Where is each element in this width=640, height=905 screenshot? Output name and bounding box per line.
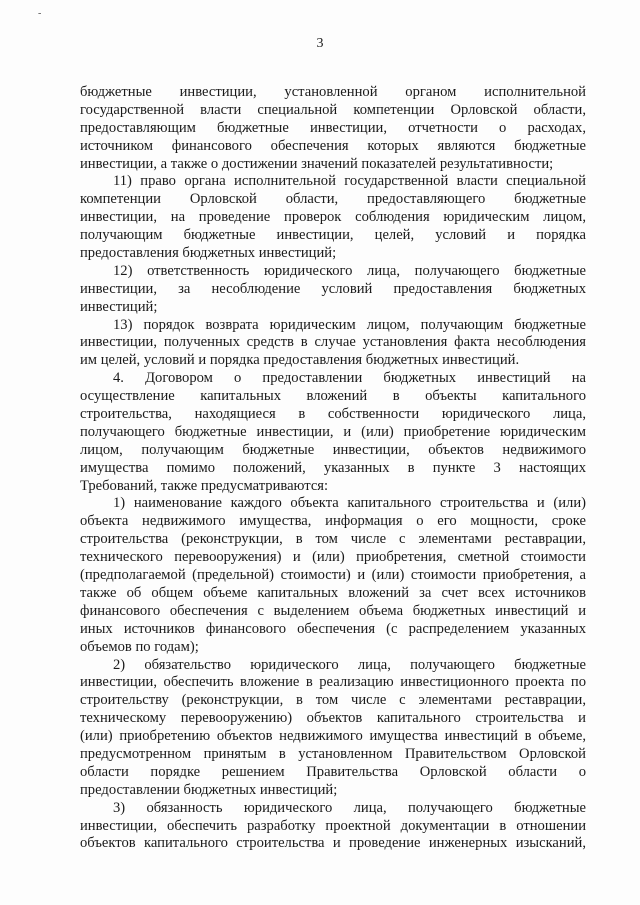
text-line: государственной власти специальной компетенции Орловской области,	[80, 101, 586, 118]
text-line: получающим бюджетные инвестиции, целей, условий и порядка	[80, 227, 586, 244]
text-line: 3) обязанность юридического лица, получающего бюджетные	[113, 799, 586, 816]
text-line: также об общем объеме капитальных вложений за счет всех источников	[80, 584, 586, 601]
text-line: технического перевооружения) и (или) приобретения, сметной стоимости	[80, 549, 586, 566]
text-line: объекта недвижимого имущества, информация о его мощности, сроке	[80, 513, 586, 530]
text-line: предоставлении бюджетных инвестиций;	[80, 781, 338, 798]
text-line: предоставления бюджетных инвестиций;	[80, 245, 337, 262]
text-line: инвестиции, за несоблюдение условий предоставления бюджетных	[80, 280, 586, 297]
text-line: 11) право органа исполнительной государственной власти специальной	[113, 173, 586, 190]
text-line: осуществление капитальных вложений в объекты капитального	[80, 388, 586, 405]
text-line: объемов по годам);	[80, 638, 199, 655]
text-line: лицом, получающим бюджетные инвестиции, объектов недвижимого	[80, 441, 586, 458]
corner-mark: -	[38, 8, 42, 19]
text-line: предусмотренном принятым в установленном Правительством Орловской	[80, 745, 586, 762]
text-line: 12) ответственность юридического лица, получающего бюджетные	[113, 262, 586, 279]
text-line: 13) порядок возврата юридическим лицом, получающим бюджетные	[113, 316, 586, 333]
text-line: объектов капитального строительства и проведение инженерных изысканий,	[80, 835, 586, 852]
text-line: компетенции Орловской области, предоставляющего бюджетные	[80, 191, 586, 208]
text-line: строительства, находящиеся в собственности юридического лица,	[80, 406, 586, 423]
text-line: 2) обязательство юридического лица, получающего бюджетные	[113, 656, 586, 673]
text-line: 1) наименование каждого объекта капитального строительства и (или)	[113, 495, 586, 512]
document-body	[80, 84, 586, 853]
text-line: получающего бюджетные инвестиции, и (или) приобретение юридическим	[80, 423, 586, 440]
text-line: финансового обеспечения с выделением объема бюджетных инвестиций и	[80, 602, 586, 619]
text-line: инвестиции, обеспечить вложение в реализацию инвестиционного проекта по	[80, 674, 586, 691]
text-line: иных источников финансового обеспечения (с распределением указанных	[80, 620, 586, 637]
text-line: Требований, также предусматриваются:	[80, 477, 329, 494]
text-line: инвестиции, а также о достижении значений показателей результативности;	[80, 155, 554, 172]
text-line: строительства (реконструкции, в том числе с элементами реставрации,	[80, 531, 586, 548]
text-line: строительству (реконструкции, в том числе с элементами реставрации,	[80, 692, 586, 709]
text-line: 4. Договором о предоставлении бюджетных инвестиций на	[113, 370, 586, 387]
text-line: имущества помимо положений, указанных в пункте 3 настоящих	[80, 459, 586, 476]
text-line: предоставляющим бюджетные инвестиции, отчетности о расходах,	[80, 119, 586, 136]
text-line: техническому перевооружению) объектов капитального строительства и	[80, 710, 586, 727]
text-line: инвестиции, обеспечить разработку проектной документации в отношении	[80, 817, 586, 834]
text-line: инвестиций;	[80, 298, 158, 315]
page-number: 3	[316, 36, 324, 51]
text-line: им целей, условий и порядка предоставления бюджетных инвестиций.	[80, 352, 520, 369]
text-line: бюджетные инвестиции, установленной органом исполнительной	[80, 84, 586, 100]
text-line: (предполагаемой (предельной) стоимости) и (или) стоимости приобретения, а	[80, 567, 586, 584]
text-line: инвестиции, полученных средств в случае установления факта несоблюдения	[80, 334, 586, 351]
text-line: источником финансового обеспечения которых являются бюджетные	[80, 137, 586, 154]
text-line: области порядке решением Правительства Орловской области о	[80, 763, 586, 780]
text-line: инвестиции, на проведение проверок соблюдения юридическим лицом,	[80, 209, 586, 226]
text-line: (или) приобретению объектов недвижимого имущества инвестиций в объеме,	[80, 728, 586, 745]
